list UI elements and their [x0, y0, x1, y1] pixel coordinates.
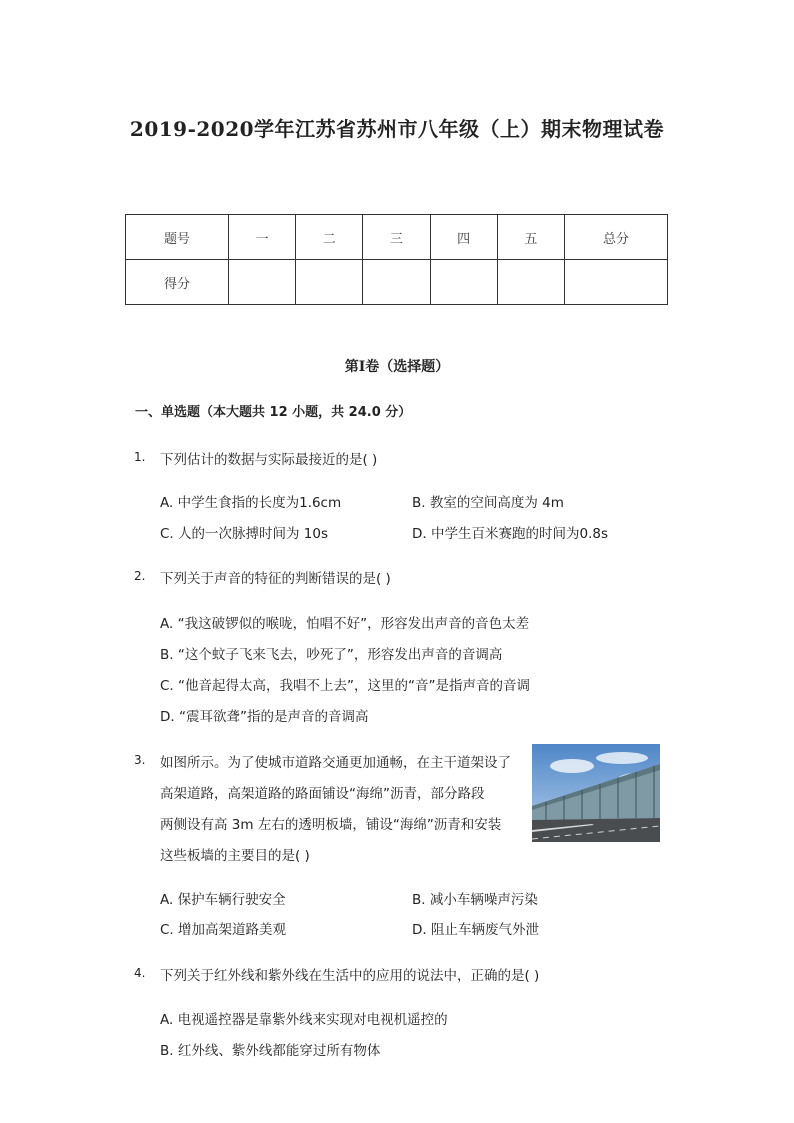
option-b: B. 教室的空间高度为 4m — [412, 495, 564, 511]
score-header-cell: 总分 — [565, 215, 668, 260]
score-cell — [565, 260, 668, 305]
question-number: 4. — [134, 966, 146, 980]
stem-line: 这些板墙的主要目的是( ) — [160, 848, 310, 864]
option-a: A. 保护车辆行驶安全 — [160, 892, 286, 908]
score-header-cell: 二 — [296, 215, 363, 260]
exam-title: 2019-2020学年江苏省苏州市八年级（上）期末物理试卷 — [129, 117, 665, 141]
score-cell — [229, 260, 296, 305]
question-number: 2. — [134, 569, 146, 583]
score-header-cell: 一 — [229, 215, 296, 260]
score-table-header-row — [126, 215, 668, 260]
score-table-score-row — [126, 260, 668, 305]
option-a: A. 中学生食指的长度为1.6cm — [160, 495, 342, 511]
score-row-label: 得分 — [126, 260, 229, 305]
question-stem: 下列关于红外线和紫外线在生活中的应用的说法中，正确的是( ) — [160, 968, 540, 984]
score-cell — [497, 260, 564, 305]
score-cell — [296, 260, 363, 305]
question-number: 1. — [134, 450, 146, 464]
option-c: C. “他音起得太高，我唱不上去”，这里的“音”是指声音的音调 — [160, 678, 530, 694]
score-cell — [430, 260, 497, 305]
stem-line: 两侧设有高 3m 左右的透明板墙，铺设“海绵”沥青和安装 — [160, 817, 502, 833]
option-a: A. “我这破锣似的喉咙，怕唱不好”，形容发出声音的音色太差 — [160, 616, 530, 632]
option-b: B. 减小车辆噪声污染 — [412, 892, 538, 908]
option-d: D. 阻止车辆废气外泄 — [412, 922, 539, 938]
score-table — [125, 214, 668, 305]
part-title: 一、单选题（本大题共 12 小题，共 24.0 分） — [135, 405, 412, 420]
highway-noise-barrier-photo — [532, 744, 660, 842]
score-cell — [363, 260, 430, 305]
option-c: C. 增加高架道路美观 — [160, 922, 287, 938]
score-header-cell: 三 — [363, 215, 430, 260]
option-a: A. 电视遥控器是靠紫外线来实现对电视机遥控的 — [160, 1012, 448, 1028]
score-header-cell: 五 — [497, 215, 564, 260]
question-number: 3. — [134, 753, 146, 767]
question-stem — [160, 748, 520, 872]
question-stem: 下列关于声音的特征的判断错误的是( ) — [160, 571, 391, 587]
section-title: 第Ⅰ卷（选择题） — [344, 359, 450, 375]
question-stem: 下列估计的数据与实际最接近的是( ) — [160, 452, 378, 468]
score-header-cell: 四 — [430, 215, 497, 260]
score-header-cell: 题号 — [126, 215, 229, 260]
option-b: B. “这个蚊子飞来飞去，吵死了”，形容发出声音的音调高 — [160, 647, 503, 663]
option-d: D. 中学生百米赛跑的时间为0.8s — [412, 526, 608, 542]
option-b: B. 红外线、紫外线都能穿过所有物体 — [160, 1043, 381, 1059]
option-c: C. 人的一次脉搏时间为 10s — [160, 526, 329, 542]
stem-line: 如图所示。为了使城市道路交通更加通畅，在主干道架设了 — [160, 755, 511, 771]
option-d: D. “震耳欲聋”指的是声音的音调高 — [160, 709, 369, 725]
stem-line: 高架道路，高架道路的路面铺设“海绵”沥青，部分路段 — [160, 786, 485, 802]
